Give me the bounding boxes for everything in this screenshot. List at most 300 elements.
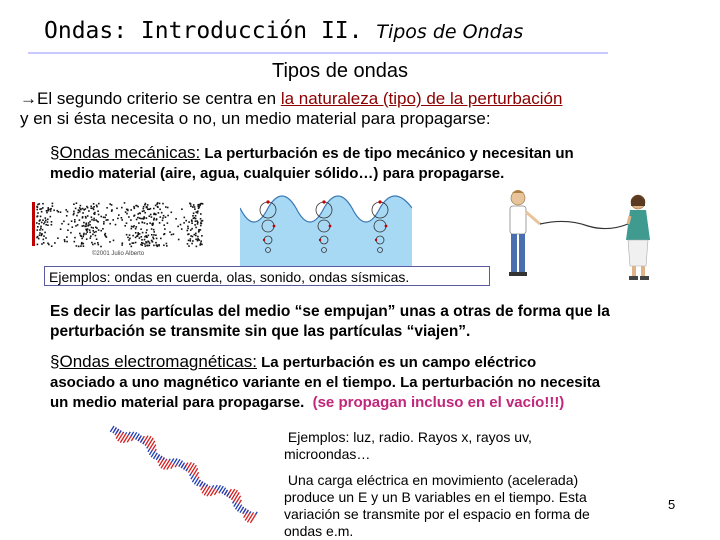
particle <box>45 217 47 219</box>
particle <box>149 222 151 224</box>
particle <box>196 220 198 222</box>
particle <box>156 238 158 240</box>
particle <box>128 216 130 218</box>
sound-caption: ©2001 Julio Alberto <box>92 251 145 257</box>
particle <box>177 226 179 228</box>
particle <box>92 234 94 236</box>
particle <box>41 222 43 224</box>
particle <box>36 222 38 224</box>
particle <box>137 235 139 237</box>
particle <box>124 225 126 227</box>
particle <box>80 208 82 210</box>
particle <box>106 207 108 209</box>
particle <box>146 236 148 238</box>
particle <box>87 215 89 217</box>
charge-line2: produce un E y un B variables en el tiempo. Esta <box>284 489 587 505</box>
particle <box>152 223 154 225</box>
particle <box>144 239 146 241</box>
particle <box>61 223 63 225</box>
particle <box>147 245 149 247</box>
particle <box>82 212 84 214</box>
particle <box>106 219 108 221</box>
particle <box>144 243 146 245</box>
particle <box>71 220 73 222</box>
particle <box>143 217 145 219</box>
particle <box>60 228 62 230</box>
particle <box>47 210 49 212</box>
magnetic-field-vector <box>212 485 213 487</box>
particle <box>95 235 97 237</box>
particle <box>127 237 129 239</box>
particle <box>200 218 202 220</box>
particle <box>165 206 167 208</box>
particle <box>133 225 135 227</box>
particle <box>113 240 115 242</box>
particles-line1: Es decir las partículas del medio “se empujan” unas a otras de forma que la <box>50 303 610 320</box>
particle <box>129 234 131 236</box>
magnetic-field-vector <box>172 459 174 463</box>
particle <box>76 202 78 204</box>
particle <box>201 220 203 222</box>
particle <box>135 237 137 239</box>
particle <box>63 221 65 223</box>
particle <box>180 224 182 226</box>
particle <box>103 221 105 223</box>
particle <box>81 242 83 244</box>
particle <box>80 205 82 207</box>
particle <box>195 211 197 213</box>
particle <box>184 217 186 219</box>
magnetic-field-vector <box>140 438 143 442</box>
person-left <box>509 190 540 276</box>
magnetic-field-vector <box>116 429 119 434</box>
particle <box>139 217 141 219</box>
particle <box>58 211 60 213</box>
particle <box>50 216 52 218</box>
particle <box>103 223 105 225</box>
particle <box>89 224 91 226</box>
particle <box>158 245 160 247</box>
particle <box>41 233 43 235</box>
particle <box>194 217 196 219</box>
em-helix <box>110 426 257 523</box>
particle <box>171 212 173 214</box>
particle <box>149 242 151 244</box>
magnetic-field-vector <box>156 455 159 460</box>
particle <box>139 237 141 239</box>
particle <box>190 205 192 207</box>
electric-field-vector <box>214 491 217 495</box>
particle <box>109 223 111 225</box>
particle <box>51 221 53 223</box>
magnetic-field-vector <box>192 477 195 482</box>
particle <box>74 219 76 221</box>
magnetic-field-vector <box>176 459 180 465</box>
particle <box>188 245 190 247</box>
particle <box>124 202 126 204</box>
particle <box>111 209 113 211</box>
particle <box>66 241 68 243</box>
particle <box>153 229 155 231</box>
particle <box>136 219 138 221</box>
particle <box>66 236 68 238</box>
particle <box>37 244 39 246</box>
particle <box>192 240 194 242</box>
magnetic-field-vector <box>126 432 127 433</box>
particle <box>83 243 85 245</box>
magnetic-field-vector <box>163 458 165 460</box>
particle <box>93 206 95 208</box>
particle <box>104 217 106 219</box>
particle <box>80 235 82 237</box>
particle <box>153 245 155 247</box>
particle <box>197 240 199 242</box>
electromagnetic-paragraph <box>50 352 600 413</box>
particle <box>194 224 196 226</box>
slide-title <box>44 18 523 44</box>
particle <box>94 213 96 215</box>
intro-highlight: la naturaleza (tipo) de la perturbación <box>280 89 563 108</box>
particle <box>67 229 69 231</box>
electric-field-vector <box>219 492 220 493</box>
particle <box>187 243 189 245</box>
particle <box>183 222 185 224</box>
particle <box>195 220 197 222</box>
particle <box>198 204 200 206</box>
particle <box>39 234 41 236</box>
particle <box>156 244 158 246</box>
particle <box>189 203 191 205</box>
em-wave-image <box>102 418 270 524</box>
magnetic-field-vector <box>243 509 246 514</box>
particle <box>73 203 75 205</box>
particle <box>151 228 153 230</box>
title-main: Ondas: Introducción II. <box>44 18 363 44</box>
particle <box>46 210 48 212</box>
particle <box>135 232 137 234</box>
particle <box>121 217 123 219</box>
particle <box>191 222 193 224</box>
particle <box>89 221 91 223</box>
particle <box>85 216 87 218</box>
particle <box>102 228 104 230</box>
particle <box>146 223 148 225</box>
particle <box>155 214 157 216</box>
mechanical-line2: medio material (aire, agua, cualquier sólido…) para propagarse. <box>50 165 505 182</box>
particle <box>194 234 196 236</box>
particle <box>93 203 95 205</box>
particle <box>195 233 197 235</box>
particle <box>155 234 157 236</box>
particle <box>87 207 89 209</box>
arrow-icon: → <box>20 89 37 108</box>
particle <box>86 223 88 225</box>
electric-field-vector <box>152 445 155 450</box>
page-number: 5 <box>668 497 676 512</box>
particle <box>157 202 159 204</box>
particle <box>158 212 160 214</box>
person-right <box>626 195 650 280</box>
particle <box>188 221 190 223</box>
magnetic-field-vector <box>240 507 244 513</box>
particle <box>88 224 90 226</box>
particle <box>83 245 85 247</box>
particle <box>74 221 76 223</box>
magnetic-field-vector <box>234 503 237 507</box>
particle <box>190 238 192 240</box>
particle <box>60 211 62 213</box>
particle <box>136 226 138 228</box>
particle <box>106 236 108 238</box>
particle <box>148 241 150 243</box>
water-wave-graphic <box>240 190 412 266</box>
em-examples-line2: microondas… <box>284 446 371 462</box>
particle <box>201 244 203 246</box>
particle <box>187 230 189 232</box>
particle <box>126 213 128 215</box>
particle <box>133 215 135 217</box>
particle <box>72 226 74 228</box>
particle <box>97 221 99 223</box>
magnetic-field-vector <box>215 485 218 489</box>
particle <box>195 215 197 217</box>
magnetic-field-vector <box>143 441 145 444</box>
particle <box>200 229 202 231</box>
particle <box>160 216 162 218</box>
particle <box>197 211 199 213</box>
particle <box>151 234 153 236</box>
particle <box>122 242 124 244</box>
particle <box>74 237 76 239</box>
magnetic-field-vector <box>123 432 124 433</box>
particle <box>98 203 100 205</box>
particle <box>193 213 195 215</box>
magnetic-field-vector <box>224 490 227 495</box>
particle <box>95 231 97 233</box>
magnetic-field-vector <box>147 447 148 448</box>
particle <box>105 214 107 216</box>
electric-field-vector <box>127 437 131 443</box>
particle <box>88 222 90 224</box>
particle <box>83 209 85 211</box>
particle <box>116 208 118 210</box>
rope <box>540 221 628 228</box>
em-wave-graphic <box>102 418 270 524</box>
particle <box>167 215 169 217</box>
particle <box>137 217 139 219</box>
particle <box>51 224 53 226</box>
magnetic-field-vector <box>236 504 239 509</box>
particle <box>146 217 148 219</box>
particle <box>191 219 193 221</box>
mechanical-lead: Ondas mecánicas: <box>59 143 201 162</box>
magnetic-field-vector <box>200 482 203 487</box>
particle <box>163 215 165 217</box>
particle <box>153 238 155 240</box>
particle <box>135 242 137 244</box>
em-line3: un medio material para propagarse. <box>50 394 305 411</box>
charge-line4: ondas e.m. <box>284 523 354 539</box>
particle <box>192 236 194 238</box>
electric-field-vector <box>171 464 174 469</box>
particle <box>145 232 147 234</box>
particle <box>142 243 144 245</box>
particle <box>92 227 94 229</box>
particle <box>36 237 38 239</box>
particle <box>50 210 52 212</box>
magnetic-field-vector <box>206 485 207 487</box>
intro-line2: y en si ésta necesita o no, un medio material para propagarse: <box>20 109 491 128</box>
bullet-icon: § <box>50 143 60 162</box>
em-line2: asociado a uno magnético variante en el tiempo. La perturbación no necesita <box>50 374 601 391</box>
particle <box>45 237 47 239</box>
particle <box>73 211 75 213</box>
particle <box>159 209 161 211</box>
particle <box>64 239 66 241</box>
particle <box>153 208 155 210</box>
particle <box>157 206 159 208</box>
em-lead: Ondas electromagnéticas: <box>59 352 257 371</box>
particles-paragraph <box>50 302 610 342</box>
particle <box>115 224 117 226</box>
particle <box>93 220 95 222</box>
electric-field-vector <box>131 438 133 441</box>
magnetic-field-vector <box>194 479 198 485</box>
particle <box>77 212 79 214</box>
particle <box>43 242 45 244</box>
particle <box>91 227 93 229</box>
particle <box>152 237 154 239</box>
particle <box>145 241 147 243</box>
particle <box>197 236 199 238</box>
particle <box>178 239 180 241</box>
particle <box>93 218 95 220</box>
particle <box>107 219 109 221</box>
particle <box>155 242 157 244</box>
charge-line3: variación se transmite por el espacio en forma de <box>284 506 590 522</box>
magnetic-field-vector <box>133 432 137 438</box>
rope-wave-image <box>496 184 668 284</box>
particle <box>36 209 38 211</box>
particle <box>65 209 67 211</box>
mechanical-line1: La perturbación es de tipo mecánico y necesitan un <box>200 145 574 162</box>
particle <box>194 208 196 210</box>
particle <box>133 206 135 208</box>
particle <box>163 224 165 226</box>
particle <box>38 238 40 240</box>
particle <box>117 218 119 220</box>
particle <box>91 216 93 218</box>
electric-field-vector <box>175 465 176 467</box>
particle <box>188 240 190 242</box>
particle <box>45 224 47 226</box>
particle <box>201 235 203 237</box>
particle <box>78 246 80 248</box>
particle <box>118 214 120 216</box>
particle <box>40 216 42 218</box>
particle <box>42 219 44 221</box>
particle <box>187 228 189 230</box>
particle <box>131 246 133 248</box>
particle <box>141 239 143 241</box>
magnetic-field-vector <box>250 512 251 514</box>
magnetic-field-vector <box>191 476 193 480</box>
particle <box>47 219 49 221</box>
particle <box>83 225 85 227</box>
particle <box>133 242 135 244</box>
particle <box>52 203 54 205</box>
particle <box>139 212 141 214</box>
particle <box>98 214 100 216</box>
particle <box>181 208 183 210</box>
particle <box>125 211 127 213</box>
particle <box>201 203 203 205</box>
particle <box>132 235 134 237</box>
particle <box>153 218 155 220</box>
magnetic-field-vector <box>113 428 117 434</box>
particle <box>37 212 39 214</box>
particle <box>57 237 59 239</box>
magnetic-field-vector <box>246 510 248 513</box>
particle <box>190 240 192 242</box>
particle <box>153 231 155 233</box>
particle <box>96 205 98 207</box>
particle <box>200 225 202 227</box>
particle <box>74 241 76 243</box>
particle <box>166 243 168 245</box>
electric-field-vector <box>241 505 242 506</box>
particle <box>38 223 40 225</box>
particle <box>42 207 44 209</box>
particle <box>140 218 142 220</box>
particle <box>192 215 194 217</box>
particle <box>92 244 94 246</box>
em-examples <box>284 429 532 463</box>
particle <box>146 207 148 209</box>
electric-field-vector <box>155 449 157 452</box>
particle <box>86 230 88 232</box>
magnetic-field-vector <box>190 474 191 476</box>
particle <box>175 218 177 220</box>
electric-field-vector <box>198 477 199 479</box>
sound-wave-image <box>32 200 204 258</box>
particle <box>156 219 158 221</box>
particle <box>73 213 75 215</box>
particle <box>39 232 41 234</box>
intro-paragraph <box>20 89 562 129</box>
particle <box>70 232 72 234</box>
particle <box>194 206 196 208</box>
particle <box>163 234 165 236</box>
magnetic-field-vector <box>151 452 155 458</box>
em-examples-line1: Ejemplos: luz, radio. Rayos x, rayos uv, <box>287 429 532 445</box>
particle <box>90 208 92 210</box>
particle <box>181 228 183 230</box>
particle <box>44 232 46 234</box>
particle <box>98 244 100 246</box>
particle <box>136 205 138 207</box>
particle <box>198 206 200 208</box>
particle <box>85 225 87 227</box>
particle <box>43 223 45 225</box>
particle <box>153 219 155 221</box>
particle <box>143 208 145 210</box>
particle <box>111 204 113 206</box>
particle <box>166 245 168 247</box>
particle <box>163 245 165 247</box>
particle <box>121 244 123 246</box>
particle <box>196 246 198 248</box>
